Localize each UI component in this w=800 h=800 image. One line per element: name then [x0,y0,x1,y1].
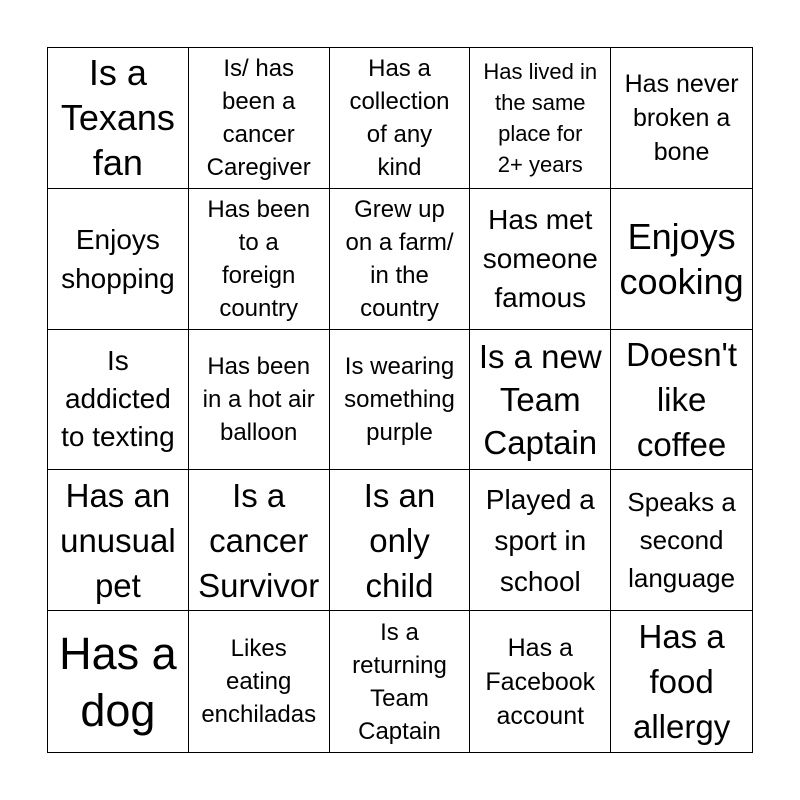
bingo-cell-r4c1[interactable] [48,470,189,611]
bingo-cell-text: Is a new Team Captain [478,337,602,461]
bingo-cell-text: Doesn't like coffee [626,335,738,463]
bingo-cell-r1c2[interactable] [189,48,330,189]
bingo-cell-r2c4[interactable] [470,189,611,330]
bingo-cell-text: Has been in a hot air balloon [202,352,315,446]
bingo-cell-r1c3[interactable] [330,48,471,189]
bingo-cell-text: Played a sport in school [485,483,595,597]
bingo-cell-r3c3[interactable] [330,330,471,471]
bingo-cell-text: Is wearing something purple [344,352,455,446]
bingo-cell-r4c3[interactable] [330,470,471,611]
bingo-cell-text: Enjoys shopping [61,223,175,294]
bingo-cell-r4c2[interactable] [189,470,330,611]
bingo-cell-text: Is/ has been a cancer Caregiver [206,54,311,181]
bingo-cell-r4c5[interactable] [611,470,752,611]
bingo-cell-text: Has an unusual pet [60,476,176,604]
bingo-cell-r5c2[interactable] [189,611,330,752]
bingo-cell-r2c5[interactable] [611,189,752,330]
bingo-cell-text: Is a returning Team Captain [352,618,447,745]
bingo-cell-text: Has a food allergy [632,618,731,746]
bingo-cell-text: Has a dog [59,627,177,736]
bingo-cell-r1c1[interactable] [48,48,189,189]
bingo-cell-r1c4[interactable] [470,48,611,189]
bingo-cell-r5c1[interactable] [48,611,189,752]
bingo-cell-text: Enjoys cooking [619,215,744,302]
bingo-cell-text: Has lived in the same place for 2+ years [483,58,598,177]
bingo-cell-text: Is a Texans fan [60,52,175,184]
bingo-cell-r4c4[interactable] [470,470,611,611]
bingo-cell-text: Likes eating enchiladas [201,635,317,729]
bingo-cell-text: Has met someone famous [482,204,598,314]
bingo-cell-text: Has a Facebook account [485,633,596,730]
bingo-cell-text: Is addicted to texting [61,345,175,453]
bingo-cell-r2c1[interactable] [48,189,189,330]
bingo-cell-r2c3[interactable] [330,189,471,330]
bingo-cell-text: Has a collection of any kind [349,54,450,181]
bingo-cell-r3c2[interactable] [189,330,330,471]
bingo-cell-text: Speaks a second language [627,487,736,594]
bingo-cell-r3c1[interactable] [48,330,189,471]
bingo-cell-r1c5[interactable] [611,48,752,189]
bingo-cell-r5c5[interactable] [611,611,752,752]
bingo-cell-r5c3[interactable] [330,611,471,752]
bingo-cell-r5c4[interactable] [470,611,611,752]
bingo-cell-r3c5[interactable] [611,330,752,471]
bingo-cell-text: Has never broken a bone [624,69,739,166]
bingo-cell-r2c2[interactable] [189,189,330,330]
bingo-cell-text: Has been to a foreign country [207,195,311,322]
bingo-board [47,47,753,753]
bingo-cell-r3c4[interactable] [470,330,611,471]
bingo-cell-text: Grew up on a farm/ in the country [345,195,454,322]
bingo-cell-text: Is a cancer Survivor [198,476,320,604]
bingo-cell-text: Is an only child [363,476,436,604]
